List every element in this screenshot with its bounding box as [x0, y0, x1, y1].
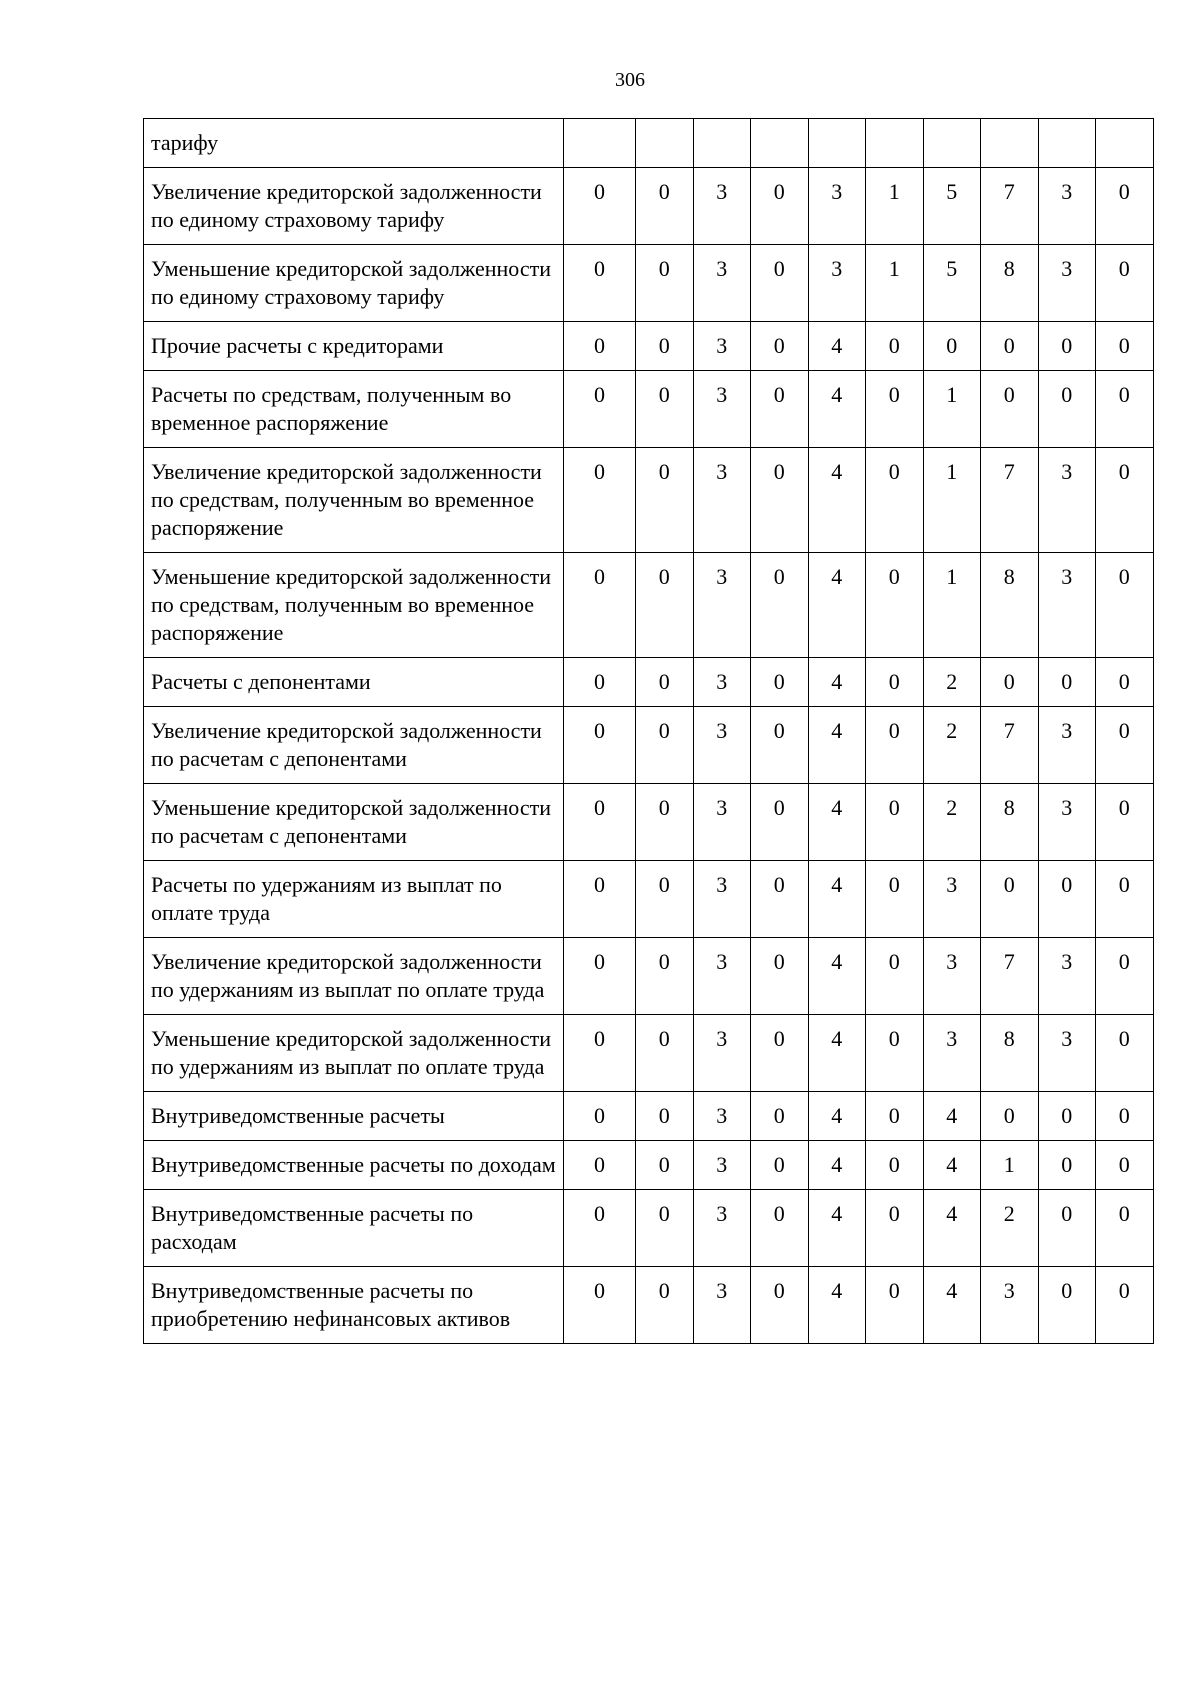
account-code-digit: 0: [1038, 371, 1096, 448]
account-code-digit: 0: [1096, 322, 1154, 371]
account-code-digit: 0: [1038, 658, 1096, 707]
account-code-digit: 0: [564, 1141, 636, 1190]
account-code-digit: 0: [866, 658, 924, 707]
account-code-digit: 0: [564, 938, 636, 1015]
table-row: [144, 1141, 1154, 1190]
account-code-digit: [981, 119, 1039, 168]
account-code-digit: [866, 119, 924, 168]
account-code-digit: 0: [636, 245, 694, 322]
account-code-digit: 3: [693, 784, 751, 861]
account-code-digit: 0: [751, 1141, 809, 1190]
account-description: Расчеты по средствам, полученным во временное распоряжение: [144, 371, 564, 448]
account-code-digit: 3: [1038, 1015, 1096, 1092]
account-code-digit: 4: [923, 1267, 981, 1344]
account-code-digit: 0: [981, 861, 1039, 938]
account-code-digit: 3: [1038, 448, 1096, 553]
account-code-digit: 0: [564, 1092, 636, 1141]
account-code-digit: 3: [981, 1267, 1039, 1344]
account-description: Увеличение кредиторской задолженности по расчетам с депонентами: [144, 707, 564, 784]
account-code-digit: 3: [693, 707, 751, 784]
table-row: [144, 448, 1154, 553]
account-code-digit: 0: [751, 245, 809, 322]
account-code-digit: 0: [1096, 168, 1154, 245]
account-code-digit: 0: [866, 448, 924, 553]
table-row: [144, 707, 1154, 784]
account-code-digit: 0: [564, 245, 636, 322]
account-code-digit: 3: [693, 448, 751, 553]
table-row: [144, 168, 1154, 245]
account-code-digit: 0: [564, 322, 636, 371]
account-code-digit: 0: [564, 371, 636, 448]
account-description: Расчеты по удержаниям из выплат по оплате труда: [144, 861, 564, 938]
account-code-digit: 0: [751, 861, 809, 938]
account-code-digit: 4: [808, 1015, 866, 1092]
account-code-digit: 0: [564, 553, 636, 658]
account-code-digit: 0: [636, 707, 694, 784]
account-code-digit: 0: [636, 1141, 694, 1190]
table-row: [144, 322, 1154, 371]
account-code-digit: 4: [923, 1092, 981, 1141]
account-code-digit: 0: [1096, 1267, 1154, 1344]
table-row: [144, 371, 1154, 448]
account-code-digit: 0: [564, 448, 636, 553]
account-code-digit: 0: [1096, 371, 1154, 448]
account-code-digit: 0: [751, 938, 809, 1015]
account-code-digit: 3: [693, 1190, 751, 1267]
account-code-digit: [808, 119, 866, 168]
account-code-digit: 7: [981, 707, 1039, 784]
account-code-digit: 2: [923, 658, 981, 707]
account-code-digit: 0: [981, 658, 1039, 707]
account-code-digit: 0: [866, 861, 924, 938]
account-code-digit: 0: [866, 1141, 924, 1190]
account-code-digit: 0: [923, 322, 981, 371]
account-code-digit: 4: [808, 938, 866, 1015]
account-code-digit: [1038, 119, 1096, 168]
account-code-digit: 0: [1096, 1092, 1154, 1141]
table-row: [144, 784, 1154, 861]
table-row: [144, 1092, 1154, 1141]
account-code-digit: [564, 119, 636, 168]
account-code-digit: 0: [636, 371, 694, 448]
account-code-digit: 4: [923, 1141, 981, 1190]
account-code-digit: 0: [866, 1267, 924, 1344]
account-code-digit: 2: [981, 1190, 1039, 1267]
account-code-digit: 5: [923, 245, 981, 322]
account-code-digit: 3: [693, 322, 751, 371]
account-code-digit: 0: [751, 448, 809, 553]
account-code-digit: 0: [1096, 448, 1154, 553]
table-row: [144, 861, 1154, 938]
account-code-digit: 3: [693, 553, 751, 658]
account-code-digit: 0: [564, 1015, 636, 1092]
account-code-digit: [693, 119, 751, 168]
account-code-digit: 5: [923, 168, 981, 245]
account-code-digit: 0: [1096, 1015, 1154, 1092]
account-code-digit: 3: [923, 938, 981, 1015]
table-row: [144, 938, 1154, 1015]
account-code-digit: 3: [808, 245, 866, 322]
account-code-digit: 1: [923, 448, 981, 553]
account-code-digit: 0: [564, 168, 636, 245]
table-row: [144, 553, 1154, 658]
account-code-digit: 0: [564, 1267, 636, 1344]
account-code-digit: 0: [1038, 861, 1096, 938]
account-code-digit: 0: [751, 784, 809, 861]
account-code-digit: 0: [866, 1015, 924, 1092]
account-code-digit: 4: [808, 322, 866, 371]
account-description: Расчеты с депонентами: [144, 658, 564, 707]
account-code-digit: 4: [808, 448, 866, 553]
account-code-digit: 0: [636, 1015, 694, 1092]
account-code-digit: 1: [981, 1141, 1039, 1190]
account-code-digit: 3: [1038, 168, 1096, 245]
account-code-digit: 0: [866, 553, 924, 658]
account-code-digit: 4: [808, 371, 866, 448]
account-code-digit: 0: [636, 168, 694, 245]
account-code-digit: 0: [981, 322, 1039, 371]
account-code-digit: 0: [636, 784, 694, 861]
table-row: [144, 658, 1154, 707]
account-code-digit: 0: [1096, 1190, 1154, 1267]
account-code-digit: 7: [981, 938, 1039, 1015]
account-code-digit: [1096, 119, 1154, 168]
account-code-digit: 7: [981, 168, 1039, 245]
table-body: [144, 119, 1154, 1344]
account-codes-table: [143, 118, 1154, 1344]
account-code-digit: 0: [751, 1267, 809, 1344]
account-code-digit: 3: [693, 658, 751, 707]
account-code-digit: 2: [923, 707, 981, 784]
account-code-digit: 0: [1038, 322, 1096, 371]
account-code-digit: 0: [636, 861, 694, 938]
account-code-digit: 3: [693, 861, 751, 938]
account-code-digit: 1: [866, 245, 924, 322]
account-description: Внутриведомственные расчеты по доходам: [144, 1141, 564, 1190]
account-description: Внутриведомственные расчеты по приобретению нефинансовых активов: [144, 1267, 564, 1344]
account-code-digit: 3: [923, 1015, 981, 1092]
account-description: Уменьшение кредиторской задолженности по единому страховому тарифу: [144, 245, 564, 322]
account-code-digit: 0: [866, 1190, 924, 1267]
account-code-digit: 3: [1038, 245, 1096, 322]
account-code-digit: 0: [636, 448, 694, 553]
account-code-digit: 3: [808, 168, 866, 245]
account-code-digit: 0: [564, 861, 636, 938]
account-code-digit: 8: [981, 1015, 1039, 1092]
page-number: 306: [615, 69, 645, 91]
account-code-digit: 0: [751, 168, 809, 245]
account-code-digit: 3: [1038, 938, 1096, 1015]
account-code-digit: [923, 119, 981, 168]
account-code-digit: 0: [636, 658, 694, 707]
account-code-digit: 0: [636, 553, 694, 658]
account-code-digit: 8: [981, 784, 1039, 861]
account-code-digit: 0: [751, 1092, 809, 1141]
account-description: Внутриведомственные расчеты по расходам: [144, 1190, 564, 1267]
account-code-digit: 3: [693, 371, 751, 448]
account-code-digit: 3: [693, 245, 751, 322]
account-code-digit: 8: [981, 245, 1039, 322]
account-code-digit: 0: [564, 784, 636, 861]
account-code-digit: 0: [636, 1092, 694, 1141]
account-code-digit: 0: [1096, 553, 1154, 658]
account-code-digit: 0: [1096, 707, 1154, 784]
table-row: [144, 119, 1154, 168]
account-code-digit: [636, 119, 694, 168]
account-code-digit: 4: [808, 1190, 866, 1267]
account-code-digit: 0: [1096, 784, 1154, 861]
account-code-digit: 1: [866, 168, 924, 245]
table-row: [144, 245, 1154, 322]
account-code-digit: 4: [808, 784, 866, 861]
account-code-digit: 0: [751, 371, 809, 448]
table-row: [144, 1267, 1154, 1344]
account-description: Уменьшение кредиторской задолженности по средствам, полученным во временное распоряжение: [144, 553, 564, 658]
account-code-digit: 0: [751, 553, 809, 658]
account-code-digit: 1: [923, 371, 981, 448]
account-description: тарифу: [144, 119, 564, 168]
account-code-digit: 0: [1096, 245, 1154, 322]
account-code-digit: 3: [1038, 553, 1096, 658]
account-description: Увеличение кредиторской задолженности по единому страховому тарифу: [144, 168, 564, 245]
account-code-digit: 3: [1038, 707, 1096, 784]
account-code-digit: 3: [1038, 784, 1096, 861]
account-code-digit: 0: [1038, 1141, 1096, 1190]
account-code-digit: 4: [808, 1141, 866, 1190]
account-code-digit: 0: [1038, 1267, 1096, 1344]
account-code-digit: 0: [636, 1267, 694, 1344]
account-code-digit: 0: [751, 322, 809, 371]
table-row: [144, 1190, 1154, 1267]
account-code-digit: 0: [751, 658, 809, 707]
account-code-digit: 0: [564, 707, 636, 784]
account-description: Уменьшение кредиторской задолженности по расчетам с депонентами: [144, 784, 564, 861]
account-code-digit: 3: [693, 1141, 751, 1190]
account-code-digit: 0: [564, 658, 636, 707]
account-code-digit: 0: [866, 784, 924, 861]
account-code-digit: 7: [981, 448, 1039, 553]
account-code-digit: 0: [866, 707, 924, 784]
account-code-digit: 0: [981, 1092, 1039, 1141]
account-code-digit: 0: [981, 371, 1039, 448]
account-code-digit: 0: [866, 1092, 924, 1141]
account-code-digit: 4: [923, 1190, 981, 1267]
account-description: Внутриведомственные расчеты: [144, 1092, 564, 1141]
account-code-digit: 0: [751, 1190, 809, 1267]
account-description: Увеличение кредиторской задолженности по удержаниям из выплат по оплате труда: [144, 938, 564, 1015]
account-code-digit: 0: [564, 1190, 636, 1267]
account-code-digit: 3: [693, 1267, 751, 1344]
account-code-digit: 4: [808, 1092, 866, 1141]
account-code-digit: 0: [1096, 861, 1154, 938]
account-code-digit: 1: [923, 553, 981, 658]
account-code-digit: 4: [808, 707, 866, 784]
account-code-digit: 0: [636, 322, 694, 371]
account-code-digit: 3: [693, 1092, 751, 1141]
account-code-digit: 3: [923, 861, 981, 938]
account-code-digit: [751, 119, 809, 168]
account-code-digit: 0: [866, 371, 924, 448]
account-code-digit: 4: [808, 553, 866, 658]
account-code-digit: 4: [808, 658, 866, 707]
account-code-digit: 3: [693, 168, 751, 245]
account-code-digit: 0: [751, 707, 809, 784]
account-description: Увеличение кредиторской задолженности по средствам, полученным во временное распоряжение: [144, 448, 564, 553]
account-code-digit: 8: [981, 553, 1039, 658]
account-code-digit: 0: [1096, 938, 1154, 1015]
account-code-digit: 0: [866, 322, 924, 371]
table-row: [144, 1015, 1154, 1092]
account-code-digit: 0: [1096, 1141, 1154, 1190]
account-description: Прочие расчеты с кредиторами: [144, 322, 564, 371]
account-code-digit: 0: [1038, 1092, 1096, 1141]
account-code-digit: 0: [636, 1190, 694, 1267]
account-code-digit: 0: [636, 938, 694, 1015]
account-code-digit: 0: [1038, 1190, 1096, 1267]
account-code-digit: 3: [693, 938, 751, 1015]
account-code-digit: 0: [751, 1015, 809, 1092]
account-code-digit: 2: [923, 784, 981, 861]
account-code-digit: 4: [808, 1267, 866, 1344]
account-description: Уменьшение кредиторской задолженности по удержаниям из выплат по оплате труда: [144, 1015, 564, 1092]
account-code-digit: 3: [693, 1015, 751, 1092]
account-code-digit: 0: [866, 938, 924, 1015]
account-code-digit: 4: [808, 861, 866, 938]
account-code-digit: 0: [1096, 658, 1154, 707]
